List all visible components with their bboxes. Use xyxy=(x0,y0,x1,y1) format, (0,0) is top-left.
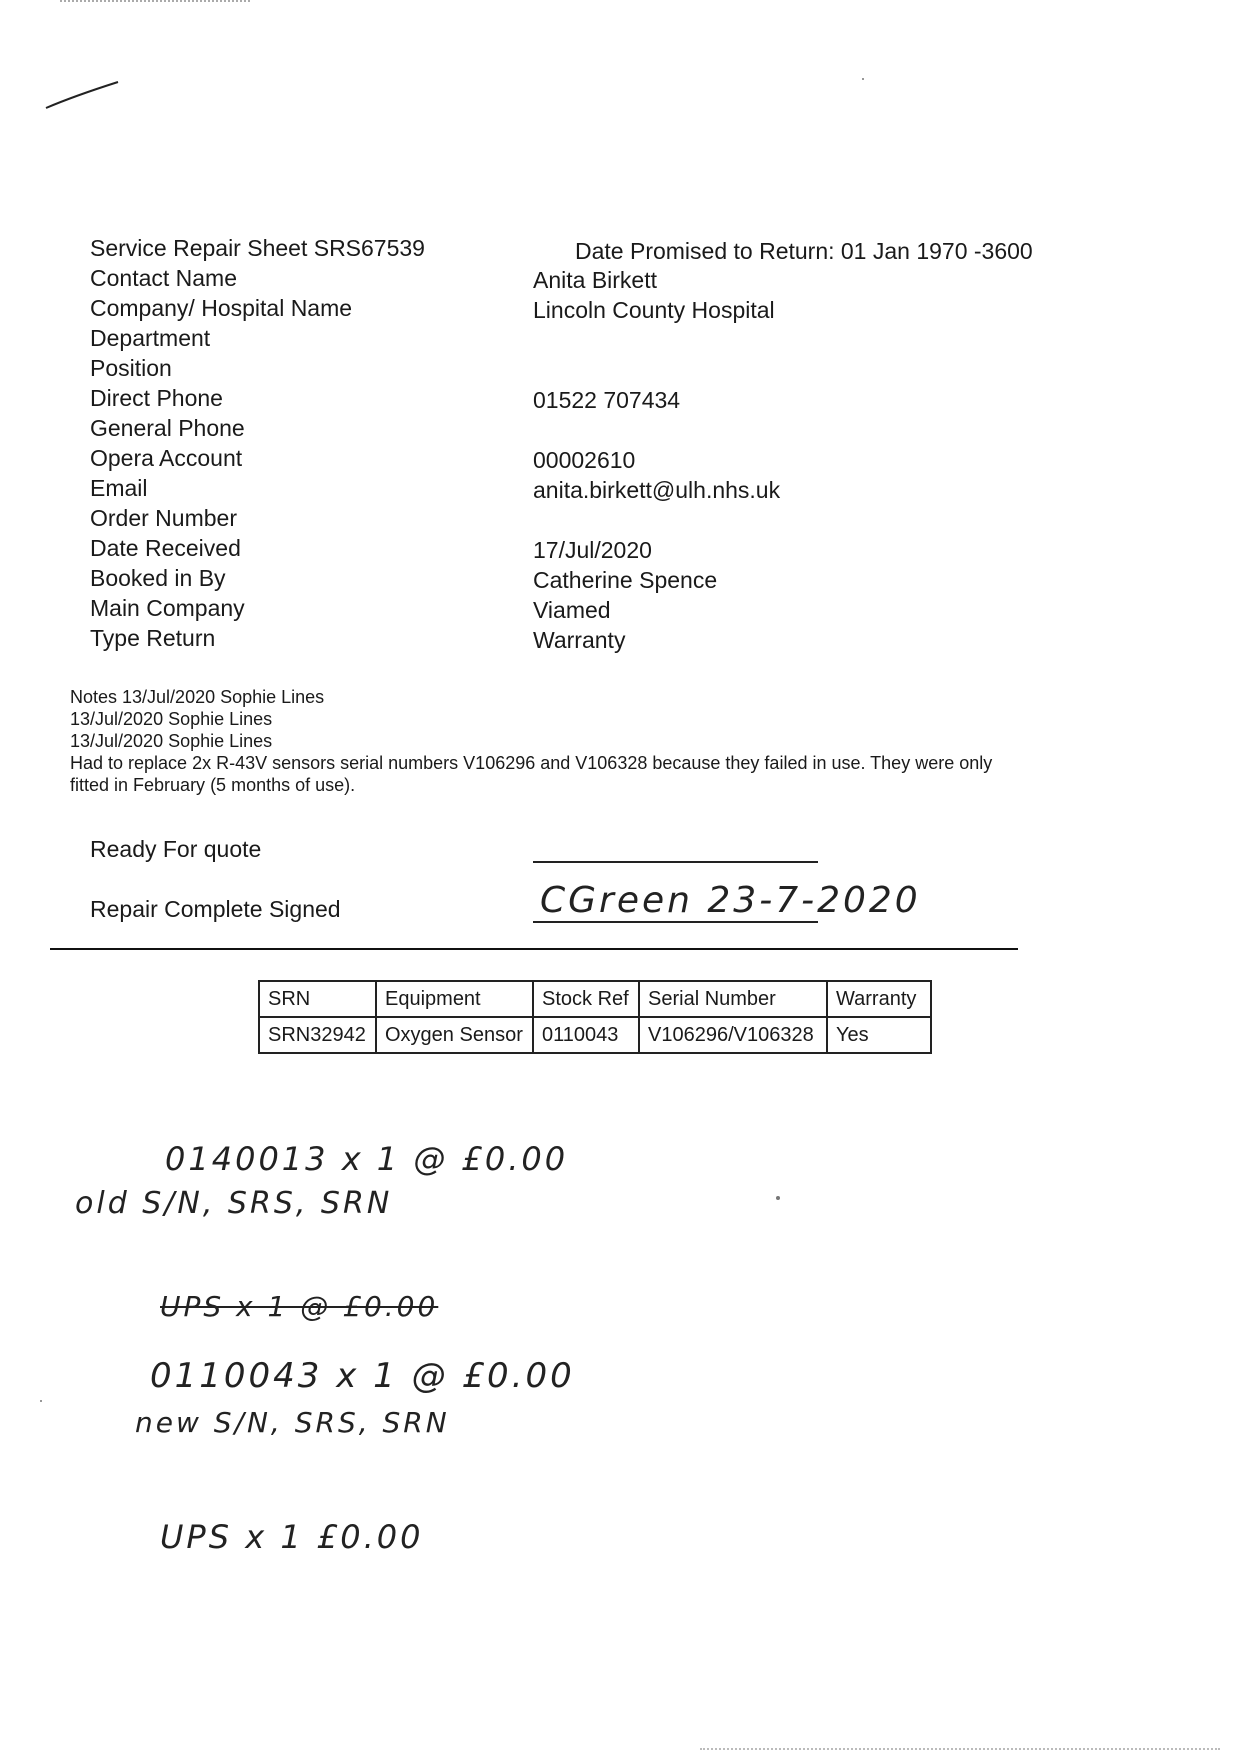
field-label: General Phone xyxy=(90,415,245,441)
note-line: Had to replace 2x R-43V sensors serial numbers V106296 and V106328 because they failed in use. They were only xyxy=(70,753,993,773)
field-label: Company/ Hospital Name xyxy=(90,295,353,321)
column-header: Warranty xyxy=(827,981,931,1017)
handwritten-signature: CGreen 23-7-2020 xyxy=(540,880,921,921)
table-cell: 0110043 xyxy=(533,1017,639,1053)
ready-for-quote-label: Ready For quote xyxy=(90,836,262,862)
field-label: Order Number xyxy=(90,505,237,531)
handwritten-note: 0140013 x 1 @ £0.00 xyxy=(165,1140,569,1178)
date-promised: Date Promised to Return: 01 Jan 1970 -3600 xyxy=(575,238,1033,264)
table-cell: Yes xyxy=(827,1017,931,1053)
contact-name-value: Anita Birkett xyxy=(533,267,657,293)
note-line: fitted in February (5 months of use). xyxy=(70,775,356,795)
handwritten-note: UPS x 1 £0.00 xyxy=(160,1518,424,1556)
handwritten-note-struck: UPS x 1 @ £0.00 xyxy=(160,1290,439,1323)
note-line: Notes 13/Jul/2020 Sophie Lines xyxy=(70,687,325,707)
handwritten-note: old S/N, SRS, SRN xyxy=(75,1186,393,1221)
type-return-value: Warranty xyxy=(533,627,626,653)
field-label: Opera Account xyxy=(90,445,243,471)
field-label: Direct Phone xyxy=(90,385,223,411)
scan-speck xyxy=(40,1400,42,1402)
table-cell: Oxygen Sensor xyxy=(376,1017,533,1053)
field-label: Position xyxy=(90,355,172,381)
signature-line xyxy=(533,921,818,923)
column-header: SRN xyxy=(259,981,376,1017)
equipment-table xyxy=(258,980,932,1054)
scan-dotted-edge xyxy=(700,1748,1220,1750)
field-label: Contact Name xyxy=(90,265,238,291)
email-value: anita.birkett@ulh.nhs.uk xyxy=(533,477,781,503)
pen-stroke-mark xyxy=(44,78,124,112)
column-header: Stock Ref xyxy=(533,981,639,1017)
notes-block xyxy=(70,686,1150,796)
column-header: Serial Number xyxy=(639,981,827,1017)
direct-phone-value: 01522 707434 xyxy=(533,387,681,413)
handwritten-note: 0110043 x 1 @ £0.00 xyxy=(150,1356,575,1396)
field-label: Email xyxy=(90,475,148,501)
opera-account-value: 00002610 xyxy=(533,447,636,473)
field-label: Date Received xyxy=(90,535,241,561)
main-company-value: Viamed xyxy=(533,597,611,623)
table-header-row xyxy=(259,981,931,1017)
sheet-title: Service Repair Sheet SRS67539 xyxy=(90,235,425,261)
booked-in-by-value: Catherine Spence xyxy=(533,567,718,593)
field-label: Booked in By xyxy=(90,565,226,591)
table-row xyxy=(259,1017,931,1053)
scan-speck xyxy=(776,1196,780,1200)
table-cell: SRN32942 xyxy=(259,1017,376,1053)
note-line: 13/Jul/2020 Sophie Lines xyxy=(70,709,273,729)
repair-complete-label: Repair Complete Signed xyxy=(90,896,341,922)
field-label: Type Return xyxy=(90,625,216,651)
field-label: Department xyxy=(90,325,211,351)
hospital-name-value: Lincoln County Hospital xyxy=(533,297,775,323)
table-cell: V106296/V106328 xyxy=(639,1017,827,1053)
note-line: 13/Jul/2020 Sophie Lines xyxy=(70,731,273,751)
column-header: Equipment xyxy=(376,981,533,1017)
quote-signature-line xyxy=(533,861,818,863)
handwritten-note: new S/N, SRS, SRN xyxy=(135,1406,450,1439)
section-divider xyxy=(50,948,1018,950)
field-label: Main Company xyxy=(90,595,245,621)
date-received-value: 17/Jul/2020 xyxy=(533,537,652,563)
scan-speck xyxy=(862,78,864,80)
scan-dotted-edge xyxy=(60,0,250,2)
